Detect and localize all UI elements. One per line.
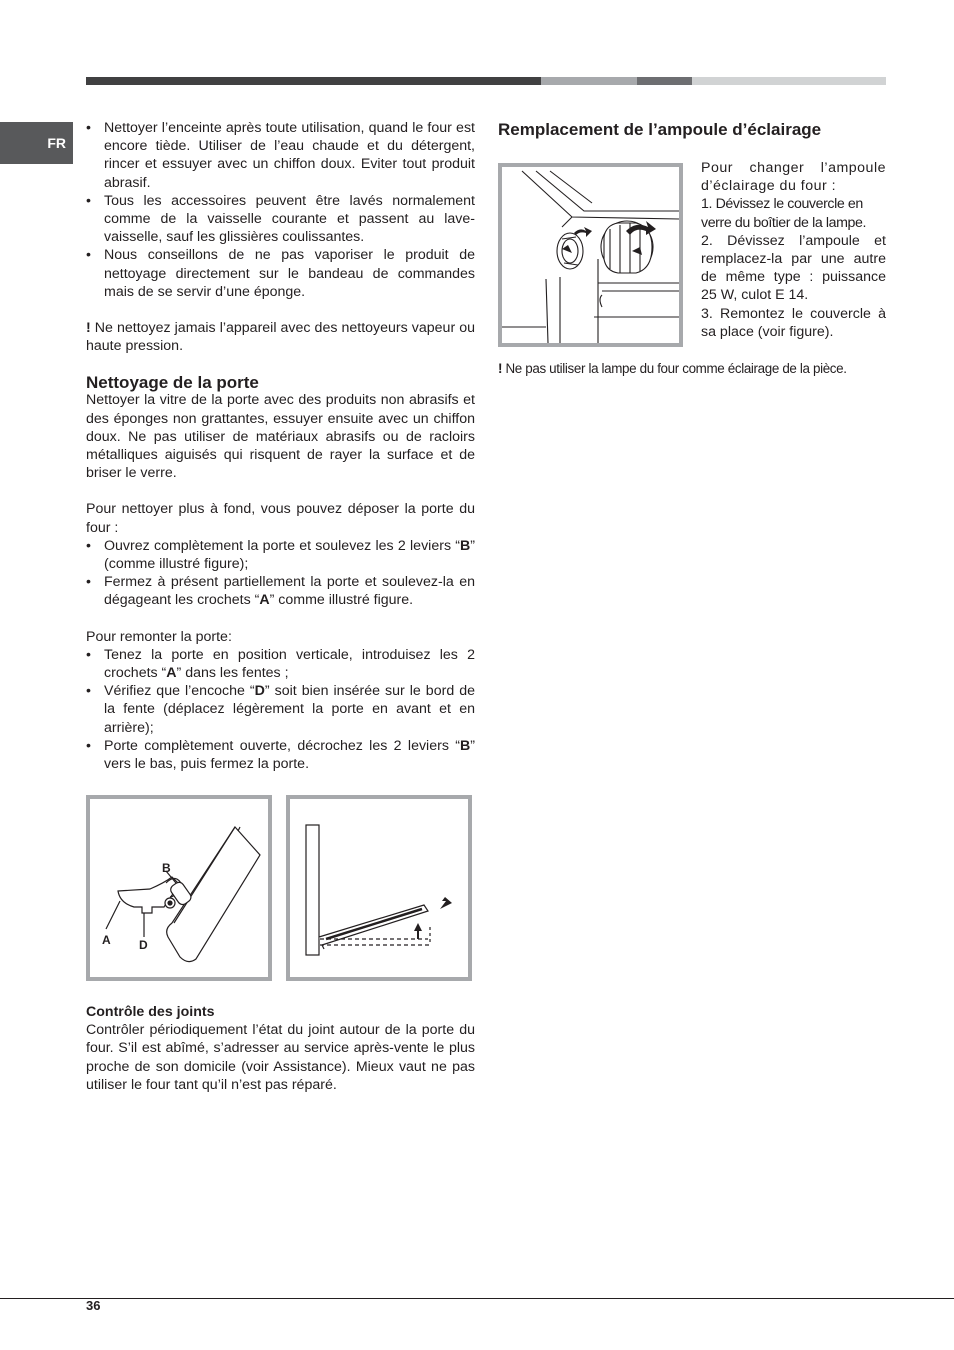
language-tab xyxy=(0,122,73,164)
step-text: Ouvrez complètement la porte et soulevez les 2 leviers “ xyxy=(104,537,461,554)
step-text: ” comme illustré figure. xyxy=(269,592,414,609)
door-paragraph-1: Nettoyer la vitre de la porte avec des produits non abrasifs et des éponges non grattantes, essuyer ensuite avec un chiffon doux. Ne pas utiliser de matériaux abrasifs ou de racloirs métalliques aiguisés qui risquent de rayer la surface et de briser le verre. xyxy=(86,392,475,482)
step-text: ” soit bien insérée sur le bord de la fente (déplacez légèrement la porte en avant et en arrière); xyxy=(104,683,475,736)
door-hinge-figure xyxy=(86,795,272,981)
door-hinge-illustration xyxy=(90,799,268,977)
header-bar-segment-pale xyxy=(692,77,886,85)
step-letter: B xyxy=(460,737,471,754)
lamp-step-1: 1. Dévissez le couvercle en verre du boîtier de la lampe. xyxy=(701,196,867,231)
list-item xyxy=(86,737,475,773)
lamp-step-2: 2. Dévissez l’ampoule et remplacez-la par une autre de même type : puissance 25 W, culot E 14. xyxy=(701,232,886,304)
seals-section xyxy=(86,1003,475,1094)
list-item: • Nous conseillons de ne pas vaporiser le produit de nettoyage directement sur le bandeau de commandes mais de se servir d’une éponge. xyxy=(86,246,475,301)
step-letter: B xyxy=(460,537,471,554)
header-bar-segment-mid xyxy=(637,77,692,85)
figure-label-b: B xyxy=(162,861,171,875)
footer-divider xyxy=(0,1298,954,1299)
right-column-title xyxy=(498,119,886,141)
step-letter: A xyxy=(166,665,177,682)
list-item: • Nettoyer l’enceinte après toute utilisation, quand le four est encore tiède. Utiliser de l’eau chaude et du détergent, rincer et essuyer avec un chiffon doux. Eviter tout produit abrasif. xyxy=(86,119,475,192)
step-text: ” vers le bas, puis fermez la porte. xyxy=(104,737,475,773)
door-removal-steps xyxy=(86,537,475,610)
figure-label-a: A xyxy=(102,933,111,947)
page-number: 36 xyxy=(86,1298,101,1313)
step-letter: D xyxy=(254,683,265,700)
list-item: • Tous les accessoires peuvent être lavés normalement comme de la vaisselle courante et passent au lave-vaisselle, sauf les glissières coulissantes. xyxy=(86,192,475,247)
step-text: ” dans les fentes ; xyxy=(176,665,289,682)
list-item xyxy=(86,682,475,737)
step-text: ” (comme illustré figure); xyxy=(104,537,475,573)
list-item xyxy=(86,537,475,573)
step-text: Vérifiez que l’encoche “ xyxy=(104,683,255,700)
lamp-warning xyxy=(498,361,898,377)
language-code: FR xyxy=(47,135,66,151)
steam-warning xyxy=(86,319,475,355)
left-column xyxy=(86,119,475,773)
lamp-illustration xyxy=(502,167,679,343)
figure-label-d: D xyxy=(139,938,148,952)
cleaning-bullets xyxy=(86,119,475,301)
door-cleaning-title: Nettoyage de la porte xyxy=(86,373,259,393)
warning-mark: ! xyxy=(86,320,91,337)
header-color-bar xyxy=(86,77,886,85)
list-item xyxy=(86,573,475,609)
lamp-instructions xyxy=(701,159,886,341)
lamp-step-3: 3. Remontez le couvercle à sa place (voir figure). xyxy=(701,305,886,340)
warning-text: Ne nettoyez jamais l’appareil avec des nettoyeurs vapeur ou haute pression. xyxy=(86,320,475,355)
lamp-figure xyxy=(498,163,683,347)
step-text: Porte complètement ouverte, décrochez les 2 leviers “ xyxy=(104,737,461,754)
refit-intro: Pour remonter la porte: xyxy=(86,628,232,645)
list-item xyxy=(86,646,475,682)
seals-text: Contrôler périodiquement l’état du joint autour de la porte du four. S’il est abîmé, s’adresser au service après-vente le plus proche de son domicile (voir Assistance). Mieux vaut ne pas utiliser le four tant qu’il n’est pas réparé. xyxy=(86,1022,475,1093)
door-refit-steps xyxy=(86,646,475,773)
step-text: Fermez à présent partiellement la porte et soulevez-la en dégageant les crochets “ xyxy=(104,574,475,609)
header-bar-segment-light xyxy=(541,77,637,85)
header-bar-segment-dark xyxy=(86,77,541,85)
lamp-replacement-title: Remplacement de l’ampoule d’éclairage xyxy=(498,120,822,139)
warning-text: Ne pas utiliser la lampe du four comme éclairage de la pièce. xyxy=(502,361,847,376)
seals-title: Contrôle des joints xyxy=(86,1004,215,1020)
lamp-intro: Pour changer l’ampoule d’éclairage du four : xyxy=(701,160,886,195)
door-paragraph-2: Pour nettoyer plus à fond, vous pouvez déposer la porte du four : xyxy=(86,501,475,536)
door-removal-illustration xyxy=(290,799,468,977)
warning-mark: ! xyxy=(498,361,503,376)
step-text: Tenez la porte en position verticale, introduisez les 2 crochets “ xyxy=(104,646,475,682)
step-letter: A xyxy=(259,592,270,609)
door-removal-figure xyxy=(286,795,472,981)
